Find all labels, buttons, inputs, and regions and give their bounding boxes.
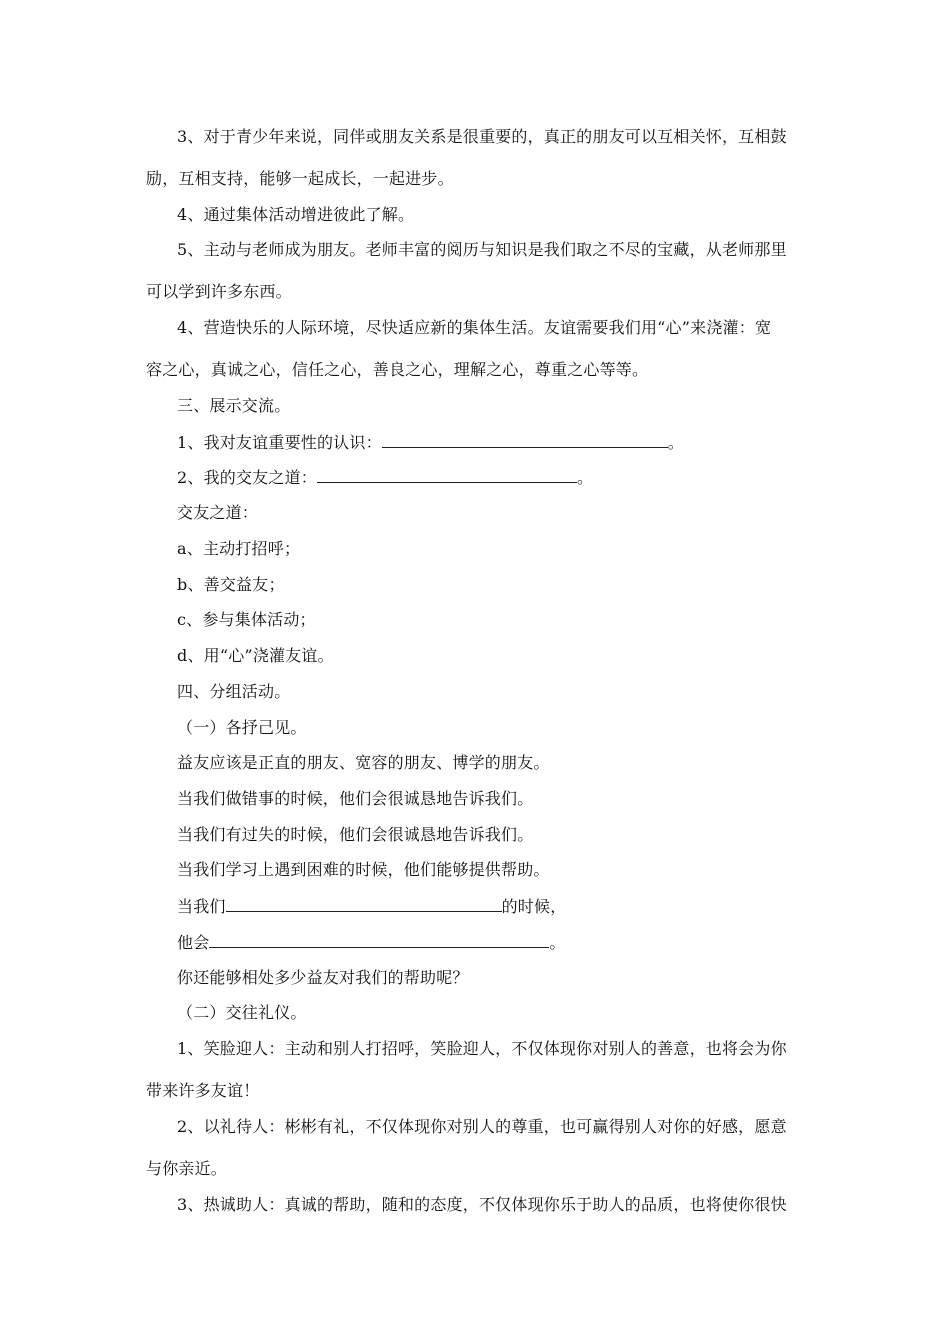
section-heading: 四、分组活动。 [177,682,291,701]
fill-in-prompt: 他会 [177,933,210,952]
paragraph-line: 当我们有过失的时候，他们会很诚恳地告诉我们。 [177,825,534,844]
paragraph-line: 你还能够相处多少益友对我们的帮助呢？ [177,968,469,987]
paragraph-line: 5、主动与老师成为朋友。老师丰富的阅历与知识是我们取之不尽的宝藏，从老师那里 [177,240,787,259]
section-heading: 三、展示交流。 [177,396,291,415]
fill-in-prompt: 1、我对友谊重要性的认识： [177,433,382,452]
paragraph-line: 带来许多友谊！ [146,1081,260,1100]
paragraph-line: 4、通过集体活动增进彼此了解。 [177,205,415,224]
subsection-heading: （一）各抒己见。 [177,718,307,737]
paragraph-line: 1、笑脸迎人：主动和别人打招呼，笑脸迎人，不仅体现你对别人的善意，也将会为你 [177,1039,787,1058]
paragraph-line: 4、营造快乐的人际环境，尽快适应新的集体生活。友谊需要我们用“心”来浇灌：宽 [177,318,772,337]
fill-in-end: 。 [667,433,684,452]
list-item: c、参与集体活动； [177,610,316,629]
fill-in-end: 。 [549,933,566,952]
answer-blank[interactable] [382,432,668,448]
paragraph-line: 3、对于青少年来说，同伴或朋友关系是很重要的，真正的朋友可以互相关怀，互相鼓 [177,127,787,146]
fill-in-end: 。 [576,468,594,487]
paragraph-line: 2、以礼待人：彬彬有礼，不仅体现你对别人的尊重，也可赢得别人对你的好感，愿意 [177,1117,787,1136]
paragraph-line: 当我们做错事的时候，他们会很诚恳地告诉我们。 [177,789,534,808]
subsection-heading: （二）交往礼仪。 [177,1003,307,1022]
fill-in-line [177,932,566,953]
paragraph-line: 容之心，真诚之心，信任之心，善良之心，理解之心，尊重之心等等。 [146,360,649,379]
list-item: d、用“心”浇灌友谊。 [177,646,334,665]
fill-in-prompt: 2、我的交友之道： [177,468,317,487]
fill-in-line [177,432,684,453]
answer-blank[interactable] [317,467,577,483]
paragraph-line: 励，互相支持，能够一起成长，一起进步。 [146,169,454,188]
fill-in-line [177,896,566,917]
paragraph-line: 益友应该是正直的朋友、宽容的朋友、博学的朋友。 [177,753,550,772]
list-item: b、善交益友； [177,575,285,594]
paragraph-line: 可以学到许多东西。 [146,282,292,301]
paragraph-line: 与你亲近。 [146,1159,228,1178]
list-item: a、主动打招呼； [177,539,301,558]
answer-blank[interactable] [226,896,502,912]
paragraph-line: 当我们学习上遇到困难的时候，他们能够提供帮助。 [177,860,550,879]
fill-in-line [177,467,593,488]
paragraph-line: 3、热诚助人：真诚的帮助，随和的态度，不仅体现你乐于助人的品质，也将使你很快 [177,1195,787,1214]
paragraph-line: 交友之道： [177,503,259,522]
answer-blank[interactable] [209,932,549,948]
fill-in-prompt: 当我们 [177,897,226,916]
fill-in-end: 的时候， [501,897,567,916]
